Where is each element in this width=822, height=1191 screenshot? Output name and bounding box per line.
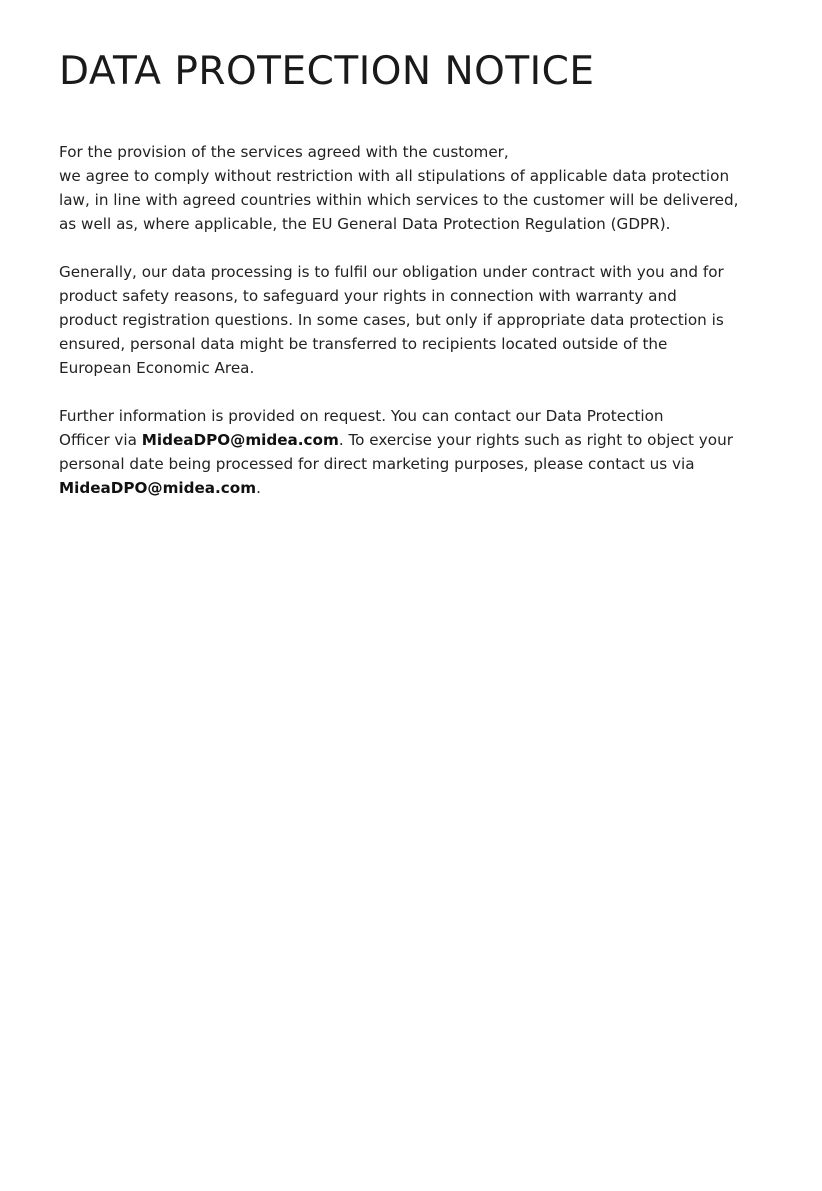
paragraph-services <box>59 140 771 236</box>
text-fragment: . <box>256 479 261 497</box>
dpo-email-link-marketing[interactable]: MideaDPO@midea.com <box>59 479 257 497</box>
text-line: Further information is provided on request. You can contact our Data Protection <box>59 407 664 425</box>
text-fragment: . To exercise your rights such as right to object your <box>338 431 733 449</box>
text-line: product safety reasons, to safeguard your rights in connection with warranty and <box>59 287 677 305</box>
page-title: DATA PROTECTION NOTICE <box>59 49 595 94</box>
paragraph-processing <box>59 260 771 380</box>
text-line: law, in line with agreed countries within which services to the customer will be delivered, <box>59 191 739 209</box>
text-line: we agree to comply without restriction with all stipulations of applicable data protection <box>59 167 730 185</box>
text-line: Generally, our data processing is to fulfil our obligation under contract with you and for <box>59 263 724 281</box>
text-line: personal date being processed for direct marketing purposes, please contact us via <box>59 455 695 473</box>
text-line: European Economic Area. <box>59 359 255 377</box>
notice-body <box>59 140 771 524</box>
text-line: product registration questions. In some cases, but only if appropriate data protection is <box>59 311 724 329</box>
text-line: For the provision of the services agreed with the customer, <box>59 143 509 161</box>
text-line: ensured, personal data might be transferred to recipients located outside of the <box>59 335 668 353</box>
text-line <box>59 476 771 500</box>
text-line: as well as, where applicable, the EU General Data Protection Regulation (GDPR). <box>59 215 671 233</box>
paragraph-contact <box>59 404 771 500</box>
text-fragment: Officer via <box>59 431 142 449</box>
text-line <box>59 428 771 452</box>
dpo-email-link[interactable]: MideaDPO@midea.com <box>141 431 339 449</box>
